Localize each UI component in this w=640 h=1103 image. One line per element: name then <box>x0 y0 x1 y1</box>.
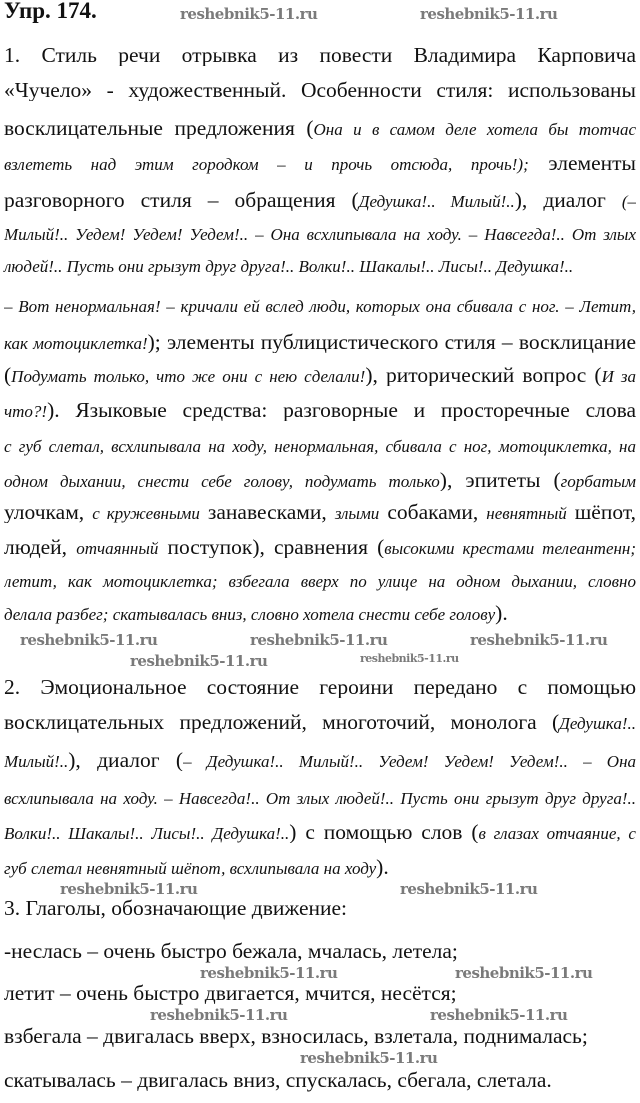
text-line <box>4 152 636 174</box>
watermark: reshebnik5-11.ru <box>20 631 158 649</box>
italic-quote: одном дыхании, снести себе голову, подумать только <box>4 472 440 491</box>
watermark: reshebnik5-11.ru <box>130 652 268 670</box>
italic-quote: Милый!.. Уедем! Уедем! Уедем!.. – Она всхлипывала на ходу. – Навсегда!.. От злых <box>4 225 636 244</box>
italic-quote: всхлипывала на ходу. – Навсегда!.. От злых людей!.. Пусть они грызут друг друга!.. <box>4 789 636 808</box>
text-segment: восклицательные предложения ( <box>4 117 314 139</box>
text-line <box>4 536 636 558</box>
italic-quote: невнятный <box>486 504 567 523</box>
text-line <box>4 501 636 523</box>
text-segment: занавесками, <box>199 501 335 523</box>
text-line <box>4 786 636 808</box>
italic-quote: Дедушка!.. Милый!.. <box>358 192 515 211</box>
text-segment: собаками, <box>379 501 487 523</box>
watermark: reshebnik5-11.ru <box>455 964 593 982</box>
text-line <box>4 117 636 139</box>
text-line <box>4 364 636 386</box>
text-segment: поступок), сравнения ( <box>158 536 385 558</box>
watermark: reshebnik5-11.ru <box>180 5 318 23</box>
italic-quote: – Дедушка!.. Милый!.. Уедем! Уедем! Уедем!.. – Она <box>183 752 636 771</box>
italic-quote: Дедушка!.. <box>559 714 636 733</box>
text-segment: 1. Стиль речи отрывка из повести Владимира Карповича <box>4 44 636 66</box>
watermark: reshebnik5-11.ru <box>250 631 388 649</box>
italic-quote: Подумать только, что же они с нею сделали! <box>11 367 366 386</box>
text-line <box>4 254 573 276</box>
watermark: reshebnik5-11.ru <box>300 1049 438 1067</box>
italic-quote: высокими крестами телеантенн; <box>384 539 636 558</box>
italic-quote: Милый!.. <box>4 752 69 771</box>
text-segment: ( <box>4 364 12 386</box>
text-segment: улочкам, <box>4 501 93 523</box>
text-line <box>4 711 636 733</box>
text-segment: летит – очень быстро двигается, мчится, несётся; <box>4 981 457 1005</box>
italic-quote: с кружевными <box>92 504 200 523</box>
text-line <box>4 469 636 491</box>
text-segment: ), эпитеты ( <box>439 469 561 491</box>
italic-quote: делала разбег; скатывалась вниз, словно хотела снести себе голову <box>4 605 496 624</box>
text-segment: ). <box>495 601 508 625</box>
watermark: reshebnik5-11.ru <box>360 652 459 665</box>
italic-quote: как мотоциклетка! <box>4 334 148 353</box>
italic-quote: Она и в самом деле хотела бы тотчас <box>313 120 636 139</box>
italic-quote: людей!.. Пусть они грызут друг друга!.. Волки!.. Шакалы!.. Лисы!.. Дедушка!.. <box>4 257 574 276</box>
text-segment: взбегала – двигалась вверх, взносилась, взлетала, поднималась; <box>4 1024 588 1048</box>
text-line <box>4 982 457 1004</box>
text-segment: ) с помощью слов ( <box>289 821 479 843</box>
text-line <box>4 44 636 66</box>
text-line <box>4 222 636 244</box>
exercise-title: Упр. 174. <box>4 0 97 23</box>
watermark: reshebnik5-11.ru <box>420 5 558 23</box>
italic-quote: горбатым <box>560 472 636 491</box>
watermark: reshebnik5-11.ru <box>60 880 198 898</box>
text-line <box>4 856 389 878</box>
text-line <box>4 821 636 843</box>
italic-quote: летит, как мотоциклетка; взбегала вверх по улице на одном дыхании, словно <box>4 572 636 591</box>
text-line <box>4 189 636 211</box>
text-line <box>4 676 636 698</box>
text-segment: восклицательных предложений, многоточий, монолога ( <box>4 711 560 733</box>
watermark: reshebnik5-11.ru <box>470 631 608 649</box>
text-segment: ), диалог ( <box>68 749 184 771</box>
watermark: reshebnik5-11.ru <box>200 964 338 982</box>
italic-quote: И за <box>601 367 636 386</box>
italic-quote: взлететь над этим городком – и прочь отсюда, прочь!); <box>4 155 529 174</box>
text-segment: ). Языковые средства: разговорные и просторечные слова <box>47 399 636 421</box>
text-segment: разговорного стиля – обращения ( <box>4 189 359 211</box>
italic-quote: что?! <box>4 402 48 421</box>
text-line <box>4 434 636 456</box>
text-segment: людей, <box>4 536 77 558</box>
text-segment: 2. Эмоциональное состояние героини передано с помощью <box>4 676 636 698</box>
text-line <box>4 897 347 919</box>
text-segment: 3. Глаголы, обозначающие движение: <box>4 896 348 920</box>
text-line <box>4 399 636 421</box>
text-line <box>4 294 636 316</box>
text-segment: ). <box>376 855 389 879</box>
text-segment: «Чучело» - художественный. Особенности стиля: использованы <box>4 79 636 101</box>
text-segment: ); элементы публицистического стиля – восклицание <box>147 331 636 353</box>
text-line <box>4 79 636 101</box>
watermark: reshebnik5-11.ru <box>430 1006 568 1024</box>
text-line <box>4 940 458 962</box>
text-line <box>4 569 636 591</box>
italic-quote: с губ слетал, всхлипывала на ходу, ненормальная, сбивала с ног, мотоциклетка, на <box>4 437 636 456</box>
text-line <box>4 749 636 771</box>
text-line <box>4 1069 552 1091</box>
text-segment: -неслась – очень быстро бежала, мчалась, летела; <box>4 939 458 963</box>
text-line <box>4 1025 588 1047</box>
text-line <box>4 602 508 624</box>
text-segment: скатывалась – двигалась вниз, спускалась, сбегала, слетала. <box>4 1068 552 1092</box>
text-line <box>4 331 636 353</box>
italic-quote: злыми <box>334 504 380 523</box>
text-segment: шёпот, <box>566 501 636 523</box>
text-segment: элементы <box>528 152 636 174</box>
italic-quote: отчаянный <box>76 539 159 558</box>
watermark: reshebnik5-11.ru <box>400 880 538 898</box>
italic-quote: губ слетал невнятный шёпот, всхлипывала на ходу <box>4 859 377 878</box>
italic-quote: (– <box>621 192 636 211</box>
italic-quote: Волки!.. Шакалы!.. Лисы!.. Дедушка!.. <box>4 824 290 843</box>
watermark: reshebnik5-11.ru <box>150 1006 288 1024</box>
text-segment: ), диалог <box>514 189 622 211</box>
text-segment: ), риторический вопрос ( <box>365 364 602 386</box>
italic-quote: – Вот ненормальная! – кричали ей вслед люди, которых она сбивала с ног. – Летит, <box>4 297 636 316</box>
italic-quote: в глазах отчаяние, с <box>478 824 636 843</box>
